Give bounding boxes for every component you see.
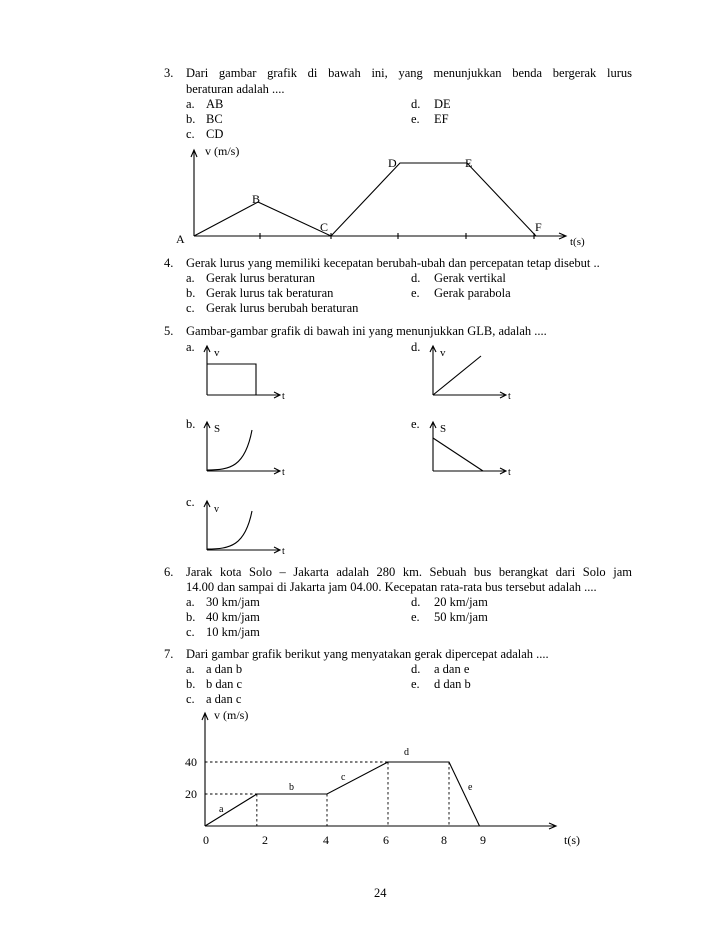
x-axis-label: t(s) [564,833,580,847]
option-text: 20 km/jam [434,595,488,609]
option-text: EF [434,112,449,126]
option-text: Gerak lurus berubah beraturan [206,301,359,315]
option-text: 40 km/jam [206,610,260,624]
x-tick-label-8: 8 [441,833,447,847]
option-text: 30 km/jam [206,595,260,609]
graph-letter: b. [186,417,196,431]
question-stem: Dari gambar grafik berikut yang menyatakan gerak dipercepat adalah .... [186,647,549,661]
option-letter: c. [186,625,195,639]
option-text: BC [206,112,223,126]
option-text: Gerak lurus tak beraturan [206,286,334,300]
option-letter: d. [411,662,421,676]
segment-label-e: e [468,782,473,793]
y-axis-label: v [214,504,219,515]
option-letter: c. [186,692,195,706]
question-number: 6. [164,565,174,579]
x-axis-label: t [282,467,285,478]
page-number: 24 [374,886,387,900]
option-letter: a. [186,271,195,285]
question-stem: beraturan adalah .... [186,82,285,96]
option-text: Gerak lurus beraturan [206,271,315,285]
option-letter: a. [186,662,195,676]
question-number: 3. [164,66,174,80]
question-stem: Gambar-gambar grafik di bawah ini yang menunjukkan GLB, adalah .... [186,324,547,338]
option-text: DE [434,97,451,111]
option-letter: d. [411,97,421,111]
y-axis-label: v [440,347,446,359]
option-letter: b. [186,677,196,691]
option-letter: d. [411,595,421,609]
x-tick-label-0: 0 [203,833,209,847]
question-stem: Dari gambar grafik di bawah ini, yang menunjukkan benda bergerak lurus [186,66,632,80]
segment-label-a: a [219,804,224,815]
y-axis-label: v [214,347,220,359]
y-tick-label-20: 20 [185,787,197,801]
graph-letter: e. [411,417,420,431]
point-label-e: E [465,156,473,170]
x-axis-label: t [508,467,511,478]
option-text: CD [206,127,224,141]
y-axis-label: S [214,423,221,435]
option-text: 10 km/jam [206,625,260,639]
option-letter: a. [186,595,195,609]
option-letter: a. [186,97,195,111]
option-text: a dan b [206,662,243,676]
question-number: 5. [164,324,174,338]
option-letter: e. [411,286,420,300]
y-tick-label-40: 40 [185,755,197,769]
x-axis-label: t [508,391,511,402]
x-axis-label: t [282,391,285,402]
point-label-a: A [176,232,185,246]
option-text: 50 km/jam [434,610,488,624]
option-text: a dan c [206,692,242,706]
y-axis-label: v (m/s) [205,144,240,158]
point-label-c: C [320,220,329,234]
segment-label-c: c [341,772,346,783]
option-letter: e. [411,677,420,691]
y-axis-label: v (m/s) [214,708,249,722]
segment-label-b: b [289,782,294,793]
segment-label-d: d [404,747,409,758]
option-letter: d. [411,271,421,285]
question-stem: Jarak kota Solo – Jakarta adalah 280 km. Sebuah bus berangkat dari Solo jam [186,565,632,579]
point-label-f: F [535,220,542,234]
question-number: 7. [164,647,174,661]
point-label-b: B [252,192,261,206]
option-letter: c. [186,301,195,315]
option-text: a dan e [434,662,470,676]
graph-letter: a. [186,340,195,354]
option-letter: b. [186,112,196,126]
option-text: AB [206,97,224,111]
graph-letter: c. [186,495,195,509]
option-text: d dan b [434,677,471,691]
question-stem: Gerak lurus yang memiliki kecepatan berubah-ubah dan percepatan tetap disebut .. [186,256,600,270]
option-letter: b. [186,286,196,300]
option-letter: e. [411,610,420,624]
option-text: b dan c [206,677,243,691]
question-stem: 14.00 dan sampai di Jakarta jam 04.00. Kecepatan rata-rata bus tersebut adalah .... [186,580,597,594]
point-label-d: D [388,156,397,170]
option-letter: c. [186,127,195,141]
x-tick-label-6: 6 [383,833,389,847]
x-axis-label: t(s) [570,236,585,248]
option-letter: e. [411,112,420,126]
option-letter: b. [186,610,196,624]
option-text: Gerak vertikal [434,271,506,285]
graph-letter: d. [411,340,421,354]
y-axis-label: S [440,423,447,435]
x-tick-label-4: 4 [323,833,329,847]
x-tick-label-2: 2 [262,833,268,847]
question-number: 4. [164,256,174,270]
option-text: Gerak parabola [434,286,511,300]
x-axis-label: t [282,546,285,557]
x-tick-label-9: 9 [480,833,486,847]
